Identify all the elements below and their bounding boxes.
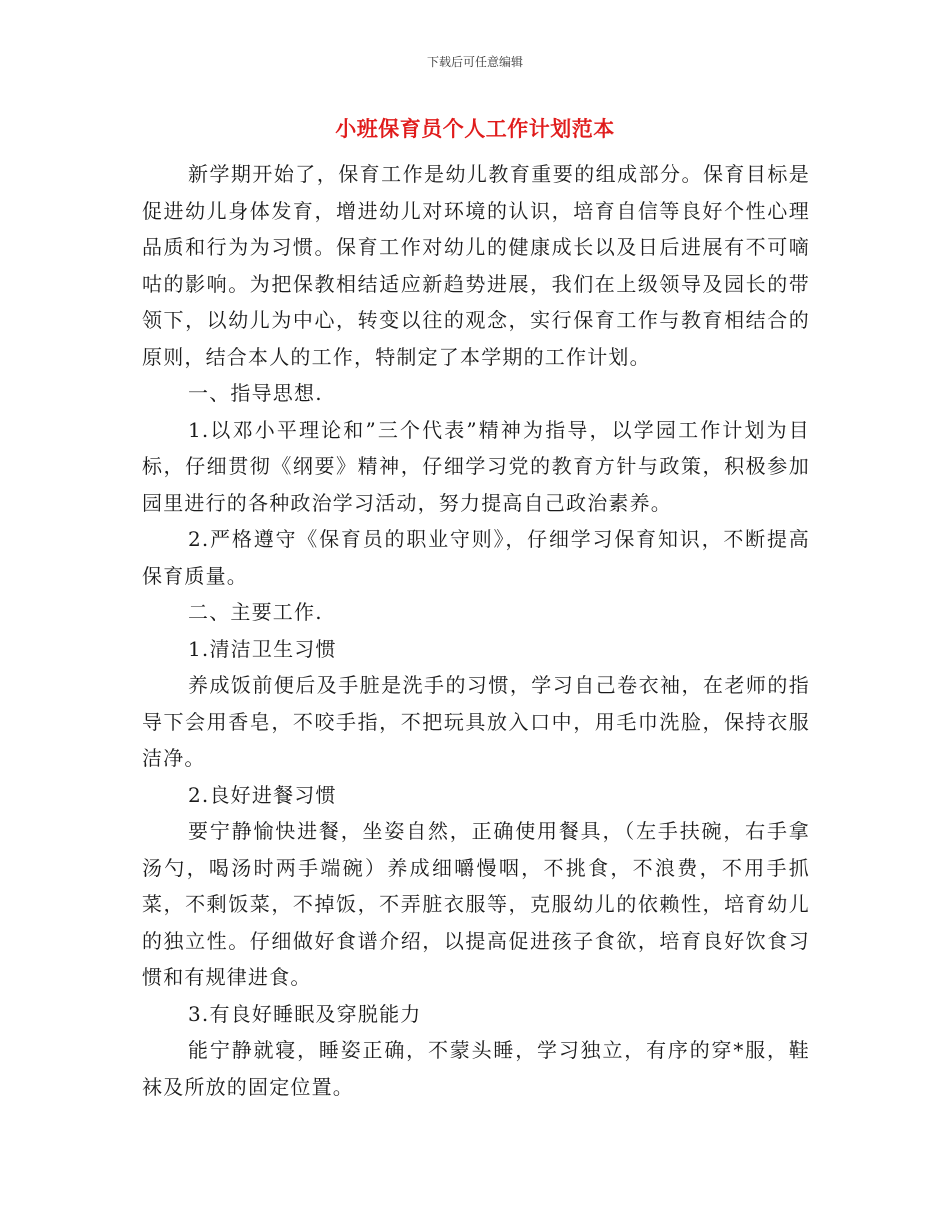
subheading-sleep-dressing: 3.有良好睡眠及穿脱能力 xyxy=(188,1001,422,1026)
header-note: 下载后可任意编辑 xyxy=(426,55,523,69)
hygiene-paragraph: 养成饭前便后及手脏是洗手的习惯，学习自己卷衣袖，在老师的指导下会用香皂，不咬手指，不把玩具放入口中，用毛巾洗脸，保持衣服洁净。 xyxy=(142,673,810,770)
subheading-eating-habits: 2.良好进餐习惯 xyxy=(188,782,337,807)
eating-paragraph: 要宁静愉快进餐，坐姿自然，正确使用餐具，（左手扶碗，右手拿汤勺，喝汤时两手端碗）养成细嚼慢咽，不挑食，不浪费，不用手抓菜，不剩饭菜，不掉饭，不弄脏衣服等，克服幼儿的依赖性，培育幼儿的独立性。仔细做好食谱介绍，以提高促进孩子食欲，培育良好饮食习惯和有规律进食。 xyxy=(142,819,810,989)
intro-paragraph: 新学期开始了，保育工作是幼儿教育重要的组成部分。保育目标是促进幼儿身体发育，增进幼儿对环境的认识，培育自信等良好个性心理品质和行为为习惯。保育工作对幼儿的健康成长以及日后进展有不可嘀咕的影响。为把保教相结适应新趋势进展，我们在上级领导及园长的带领下，以幼儿为中心，转变以往的观念，实行保育工作与教育相结合的原则，结合本人的工作，特制定了本学期的工作计划。 xyxy=(142,162,810,369)
document-body xyxy=(142,156,810,1105)
subheading-hygiene-habits: 1.清洁卫生习惯 xyxy=(188,636,337,661)
section-heading-main-work: 二、主要工作. xyxy=(188,600,323,624)
guiding-item-2: 2.严格遵守《保育员的职业守则》，仔细学习保育知识，不断提高保育质量。 xyxy=(142,527,810,588)
guiding-item-1: 1.以邓小平理论和”三个代表”精神为指导，以学园工作计划为目标，仔细贯彻《纲要》精神，仔细学习党的教育方针与政策，积极参加园里进行的各种政治学习活动，努力提高自己政治素养。 xyxy=(142,417,810,515)
document-title: 小班保育员个人工作计划范本 xyxy=(335,117,615,141)
sleep-paragraph: 能宁静就寝，睡姿正确，不蒙头睡，学习独立，有序的穿*服，鞋袜及所放的固定位置。 xyxy=(142,1038,810,1099)
section-heading-guiding-ideology: 一、指导思想. xyxy=(188,381,323,405)
